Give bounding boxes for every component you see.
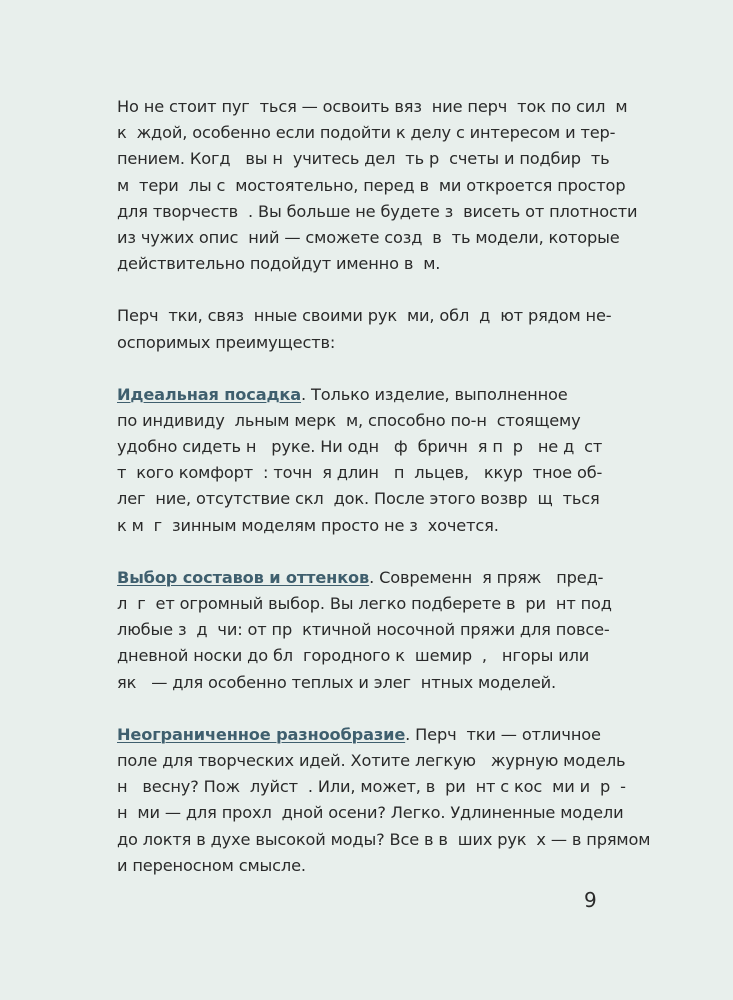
- text-line: т кого комфорт : точн я длин п льцев, ккур тное об-: [117, 463, 603, 483]
- paragraph-advantages-intro: [117, 303, 617, 355]
- lead-continuation: . Современн я пряж пред-: [369, 567, 604, 587]
- text-line: действительно подойдут именно в м.: [117, 254, 441, 274]
- lead-term: Идеальная посадка: [117, 384, 302, 404]
- text-line: по индивиду льным мерк м, способно по-н стоящему: [117, 410, 581, 430]
- paragraph-variety: [117, 722, 651, 879]
- paragraph-yarn-choice: [117, 565, 617, 696]
- text-line: Но не стоит пуг ться — освоить вяз ние перч ток по сил м: [117, 97, 628, 116]
- paragraph-intro: [117, 94, 638, 277]
- text-line: н ми — для прохл дной осени? Легко. Удлиненные модели: [117, 803, 624, 823]
- text-line: як — для особенно теплых и элег нтных моделей.: [117, 672, 557, 692]
- text-line: лег ние, отсутствие скл док. После этого возвр щ ться: [117, 489, 600, 509]
- text-line: [117, 722, 617, 748]
- text-line: к м г зинным моделям просто не з хочется.: [117, 515, 499, 535]
- text-line: н весну? Пож луйст . Или, может, в ри нт с кос ми и р -: [117, 777, 626, 797]
- body-text: [117, 94, 651, 905]
- lead-continuation: . Перч тки — отличное: [405, 724, 601, 744]
- text-line: к ждой, особенно если подойти к делу с интересом и тер-: [117, 123, 616, 143]
- page-number: 9: [584, 888, 597, 912]
- lead-continuation: . Только изделие, выполненное: [301, 384, 568, 404]
- text-line: м тери лы с мостоятельно, перед в ми откроется простор: [117, 175, 626, 195]
- text-line: [117, 382, 617, 408]
- lead-term: Выбор составов и оттенков: [117, 567, 370, 587]
- lead-term: Неограниченное разнообразие: [117, 724, 406, 744]
- text-line: и переносном смысле.: [117, 855, 306, 875]
- paragraph-perfect-fit: [117, 382, 617, 539]
- text-line: удобно сидеть н руке. Ни одн ф бричн я п р не д ст: [117, 437, 603, 457]
- text-line: поле для творческих идей. Хотите легкую журную модель: [117, 750, 626, 770]
- text-line: Перч тки, связ нные своими рук ми, обл д ют рядом не-: [117, 306, 612, 326]
- text-line: л г ет огромный выбор. Вы легко подберете в ри нт под: [117, 594, 612, 613]
- text-line: для творчеств . Вы больше не будете з висеть от плотности: [117, 201, 638, 221]
- text-line: дневной носки до бл городного к шемир , нгоры или: [117, 646, 590, 666]
- text-line: [117, 565, 617, 591]
- text-line: до локтя в духе высокой моды? Все в в ших рук х — в прямом: [117, 829, 651, 849]
- text-line: любые з д чи: от пр ктичной носочной пряжи для повсе-: [117, 620, 610, 640]
- text-line: из чужих опис ний — сможете созд в ть модели, которые: [117, 227, 620, 247]
- text-line: пением. Когд вы н учитесь дел ть р счеты и подбир ть: [117, 149, 610, 169]
- text-line: оспоримых преимуществ:: [117, 332, 336, 352]
